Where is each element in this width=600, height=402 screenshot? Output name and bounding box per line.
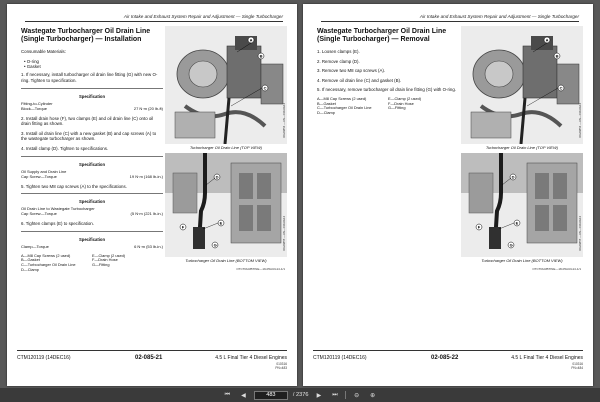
step-1: 1. Loosen clamps (E). (317, 49, 360, 54)
zoom-in-icon[interactable]: ⊕ (370, 392, 376, 399)
figure-caption: Turbocharger Oil Drain Line (TOP VIEW) (189, 145, 263, 150)
previous-page-icon[interactable]: ◀ (241, 392, 246, 399)
document-page-left (7, 4, 297, 386)
figure-caption: Turbocharger Oil Drain Line (BOTTOM VIEW) (185, 258, 267, 263)
step-1: 1. If necessary, install turbocharger oil drain line fitting (G) with new O-ring. Tighten to specification. (21, 72, 158, 83)
page-header: Air Intake and Exhaust System Repair and Adjustment — Single Turbocharger (25, 14, 283, 22)
step-4: 4. Install clamp (D). Tighten to specifications. (21, 145, 109, 151)
next-page-icon[interactable]: ▶ (316, 392, 322, 399)
first-page-icon[interactable]: ⏮ (224, 391, 231, 398)
consumable-item: • O-ring (24, 58, 39, 64)
consumable-item: • Gasket (24, 64, 41, 69)
page-number: 02-085-22 (431, 355, 459, 361)
page-total: / 2376 (292, 392, 309, 398)
engine-illustration-top: A B C RG29854 —UN—04AUG14 (165, 26, 287, 144)
svg-text:C: C (559, 85, 563, 91)
text-column (21, 28, 163, 272)
zoom-out-icon[interactable]: ⊖ (354, 392, 360, 399)
step-3: 3. Install oil drain line (C) with a new gasket (B) and cap screws (A) to the wastegate turbocharger as shown. (21, 130, 157, 142)
figures (165, 26, 287, 266)
manual-number: CTM120119 (14DEC16) (313, 355, 367, 361)
page-footer (17, 350, 287, 372)
last-page-icon[interactable]: ⏭ (332, 391, 338, 398)
reference-id: OTCTRLRBTINE—18-05AUG14-1/1 (532, 267, 581, 271)
page-header: Air Intake and Exhaust System Repair and Adjustment — Single Turbocharger (321, 14, 579, 22)
svg-text:D: D (511, 174, 515, 180)
section-title: Wastegate Turbocharger Oil Drain Line (Single Turbocharger) — Removal (317, 28, 447, 43)
consumables-label: Consumable Materials: (21, 49, 66, 54)
reference-id: OTCTRLRBTINE—19-05AUG14-1/1 (236, 267, 285, 271)
footer-meta: 010316 PN=483 (275, 362, 287, 370)
svg-text:G: G (213, 242, 217, 248)
spec-block: Specification Fitting-to-Cylinder Block—Torque 27 N·m (20 lb-ft) (21, 88, 163, 111)
section-title: Wastegate Turbocharger Oil Drain Line (Single Turbocharger) — Installation (21, 28, 151, 43)
step-6: 6. Tighten clamps (E) to specification. (21, 221, 94, 227)
svg-text:G: G (509, 242, 513, 248)
spec-block: Specification Clamp—Torque 6 N·m (53 lb-in.) (21, 231, 163, 249)
page-number-input[interactable] (254, 391, 288, 400)
document-page-right (303, 4, 593, 386)
manual-number: CTM120119 (14DEC16) (17, 355, 71, 361)
spec-block: Specification Oil Drain Line to Wastegate Turbocharger Cap Screw—Torque (5 N·m (221 lb-in.) (21, 193, 163, 216)
step-5: 5. If necessary, remove turbocharger oil drain line fitting (G) with O-ring. (317, 87, 457, 93)
toolbar-divider (345, 391, 346, 399)
engine-illustration-top: A B C RG29854 —UN—04AUG14 (461, 26, 583, 144)
svg-text:F: F (477, 224, 481, 230)
spec-block: Specification Oil Supply and Drain Line Cap Screw—Torque 19 N·m (168 lb-in.) (21, 156, 163, 179)
text-column (317, 28, 459, 115)
page-number: 02-085-21 (135, 355, 163, 361)
svg-text:B: B (259, 53, 263, 59)
viewer-toolbar (0, 388, 600, 402)
step-5: 5. Tighten two M8 cap screws (A) to the specifications. (21, 183, 127, 189)
svg-text:C: C (263, 85, 267, 91)
engine-illustration-bottom: D E F G RG29855 —UN—04AUG14 (461, 153, 583, 257)
parts-legend: A—M8 Cap Screws (2 used) E—Clamp (2 used) B—Gasket F—Drain Hose C—Turbocharger Oil Drain Line G—Fitting D—Clamp (21, 252, 126, 272)
footer-meta: 010316 PN=484 (571, 362, 583, 370)
svg-text:A: A (249, 37, 253, 43)
step-3: 3. Remove two M8 cap screws (A). (317, 68, 386, 74)
engine-title: 4.5 L Final Tier 4 Diesel Engines (215, 355, 287, 361)
svg-text:E: E (219, 220, 223, 226)
svg-text:B: B (555, 53, 559, 59)
step-4: 4. Remove oil drain line (C) and gasket (B). (317, 77, 402, 83)
figure-caption: Turbocharger Oil Drain Line (TOP VIEW) (485, 145, 559, 150)
svg-text:A: A (545, 37, 549, 43)
svg-text:F: F (181, 224, 185, 230)
svg-text:D: D (215, 174, 219, 180)
step-2: 2. Remove clamp (D). (317, 58, 360, 64)
engine-illustration-bottom: D E F G RG29855 —UN—04AUG14 (165, 153, 287, 257)
engine-title: 4.5 L Final Tier 4 Diesel Engines (511, 355, 583, 361)
parts-legend: A—M8 Cap Screws (2 used) E—Clamp (2 used) B—Gasket F—Drain Hose C—Turbocharger Oil Drain Line G—Fitting D—Clamp (317, 95, 422, 115)
figures (461, 26, 583, 266)
step-2: 2. Install drain hose (F), two clamps (E) and oil drain line (C) onto oil drain fitting as shown. (21, 115, 154, 127)
page-footer (313, 350, 583, 372)
svg-text:E: E (515, 220, 519, 226)
figure-caption: Turbocharger Oil Drain Line (BOTTOM VIEW) (481, 258, 563, 263)
